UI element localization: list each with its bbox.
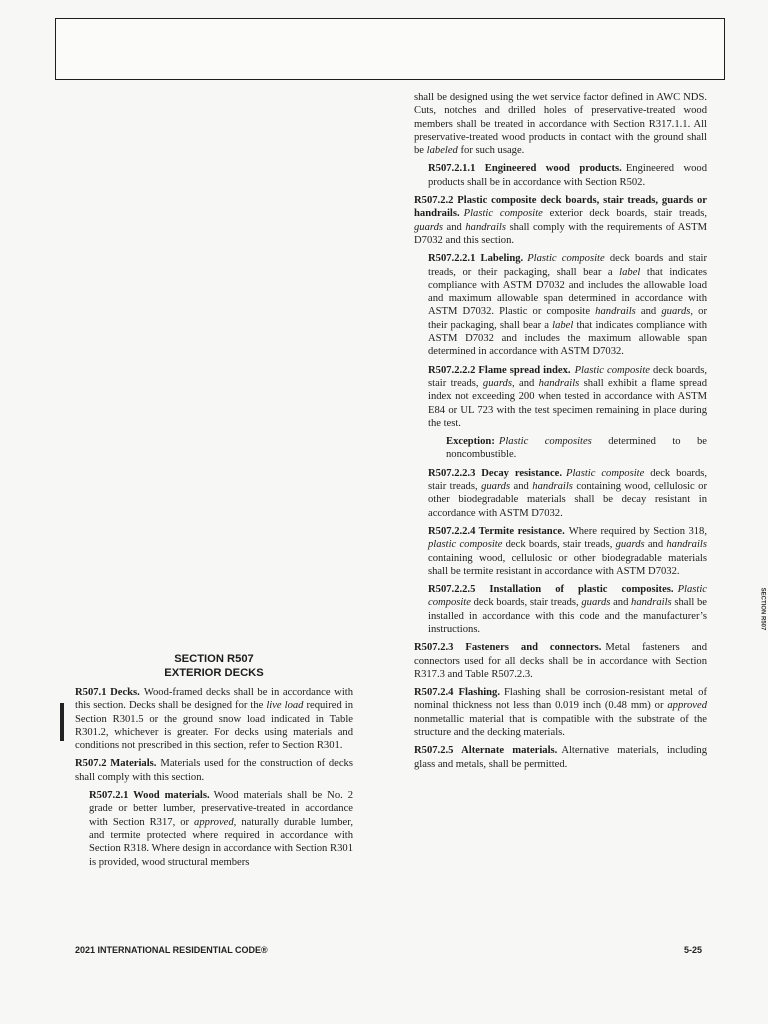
para-r507-2: R507.2 Materials. Materials used for the construction of decks shall comply with this section.	[75, 758, 353, 783]
change-bar	[60, 703, 64, 741]
para-continuation: shall be designed using the wet service factor defined in AWC NDS. Cuts, notches and drilled holes of preservative-treated wood members shall be treated in accordance with Section R317.1.1. All preservative-treated wood products in contact with the ground shall be labeled for such usage.	[414, 92, 707, 157]
footer-code-title: 2021 INTERNATIONAL RESIDENTIAL CODE®	[75, 945, 268, 955]
left-column	[75, 652, 353, 874]
para-r507-2-2-2: R507.2.2.2 Flame spread index. Plastic composite deck boards, stair treads, guards, and handrails shall exhibit a flame spread index not exceeding 200 when tested in accordance with ASTM E84 or UL 723 with the test specimen remaining in place during the test.	[428, 364, 708, 429]
section-number: SECTION R507	[174, 653, 254, 665]
header-box	[55, 18, 725, 80]
para-r507-2-1-1: R507.2.1.1 Engineered wood products. Engineered wood products shall be in accordance with Section R502.	[428, 163, 707, 188]
section-heading	[75, 652, 353, 680]
right-column	[414, 91, 707, 776]
exception-note: Exception: Plastic composites determined to be noncombustible.	[446, 436, 707, 461]
para-r507-2-4: R507.2.4 Flashing. Flashing shall be corrosion-resistant metal of nominal thickness not less than 0.019 inch (0.48 mm) or approved nonmetallic material that is compatible with the substrate of the structure and the decking materials.	[414, 687, 707, 739]
para-r507-2-2-1: R507.2.2.1 Labeling. Plastic composite deck boards and stair treads, or their packaging, shall bear a label that indicates compliance with ASTM D7032 and includes the allowable load and maximum allowable span determined in accordance with ASTM D7032. Plastic or composite handrails and guards, or their packaging, shall bear a label that indicates compliance with ASTM D7032 and includes the maximum allowable span determined in accordance with ASTM D7032.	[428, 253, 708, 358]
page-number: 5-25	[684, 945, 703, 955]
para-r507-2-5: R507.2.5 Alternate materials. Alternative materials, including glass and metals, shall be permitted.	[414, 745, 707, 770]
section-title: EXTERIOR DECKS	[164, 667, 264, 679]
para-r507-2-1: R507.2.1 Wood materials. Wood materials shall be No. 2 grade or better lumber, preservative-treated in accordance with Section R317, or approved, naturally durable lumber, and termite protected where required in accordance with Section R318. Where design in accordance with Section R301 is provided, wood structural members	[89, 790, 353, 868]
para-r507-2-2-3: R507.2.2.3 Decay resistance. Plastic composite deck boards, stair treads, guards and handrails containing wood, cellulosic or other biodegradable materials shall be decay resistant in accordance with ASTM D7032.	[428, 467, 708, 519]
side-section-tab: SECTION R507	[759, 587, 766, 631]
para-r507-2-2-4: R507.2.2.4 Termite resistance. Where required by Section 318, plastic composite deck boards, stair treads, guards and handrails containing wood, cellulosic or other biodegradable materials shall be termite resistant in accordance with ASTM D7032.	[428, 525, 707, 577]
para-r507-2-2: R507.2.2 Plastic composite deck boards, stair treads, guards or handrails. Plastic composite exterior deck boards, stair treads, guards and handrails shall comply with the requirements of ASTM D7032 and this section.	[414, 195, 707, 246]
para-r507-2-2-5: R507.2.2.5 Installation of plastic composites. Plastic composite deck boards, stair treads, guards and handrails shall be installed in accordance with this code and the manufacturer’s instructions.	[428, 584, 707, 635]
para-r507-1: R507.1 Decks. Wood-framed decks shall be in accordance with this section. Decks shall be designed for the live load required in Section R301.5 or the ground snow load indicated in Table R301.2, whichever is greater. For decks using materials and conditions not prescribed in this section, refer to Section R301.	[75, 687, 353, 752]
para-r507-2-3: R507.2.3 Fasteners and connectors. Metal fasteners and connectors used for all decks shall be in accordance with Section R317.3 and Table R507.2.3.	[414, 642, 707, 680]
